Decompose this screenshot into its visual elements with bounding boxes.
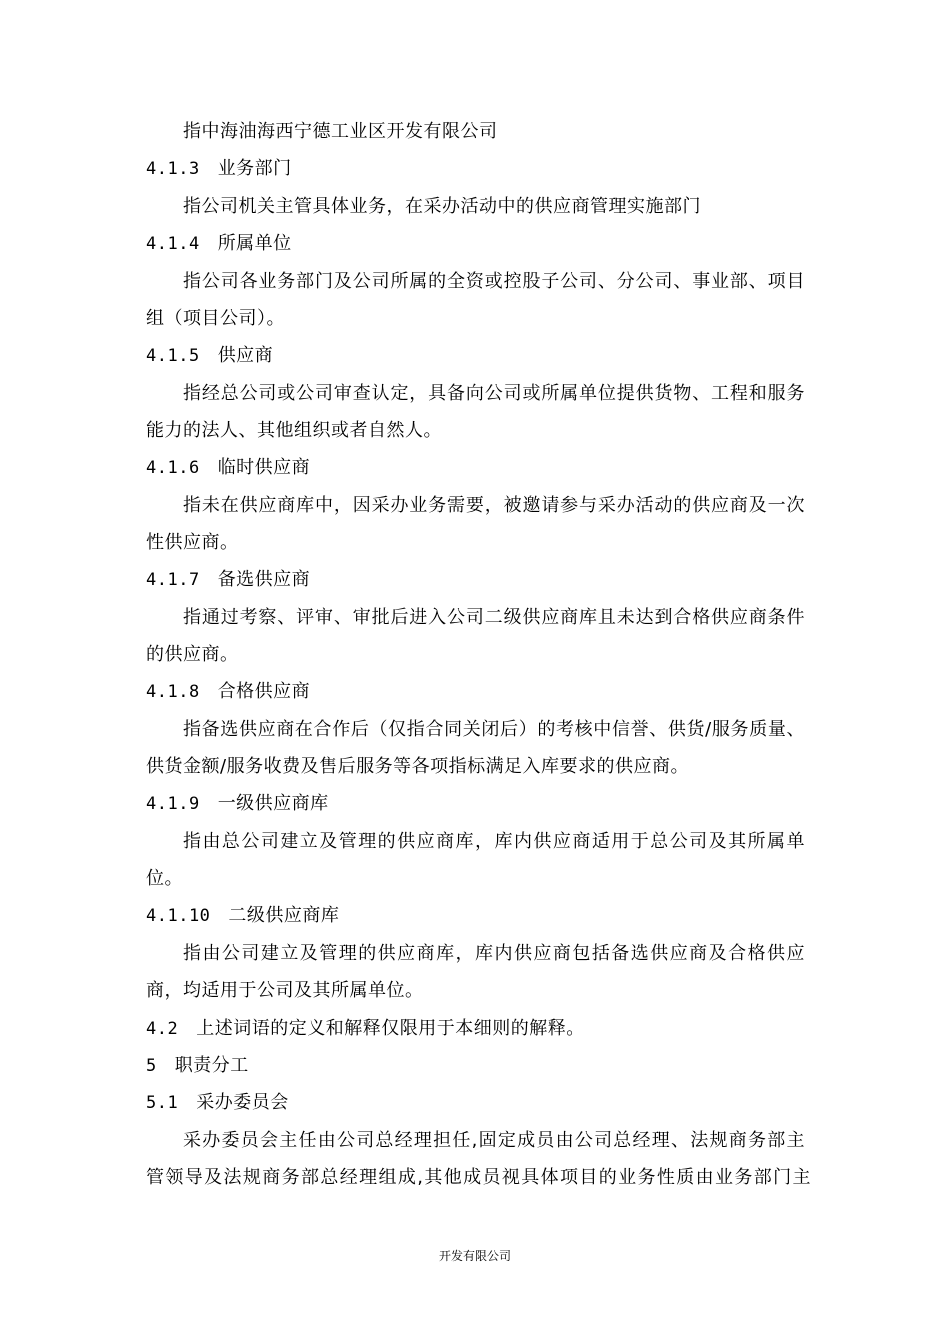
section-title: 上述词语的定义和解释仅限用于本细则的解释。 bbox=[196, 1018, 585, 1039]
paragraph-line: 供货金额/服务收费及售后服务等各项指标满足入库要求的供应商。 bbox=[146, 756, 690, 777]
section-title: 一级供应商库 bbox=[217, 793, 329, 814]
section-title: 临时供应商 bbox=[217, 457, 311, 478]
paragraph-line: 性供应商。 bbox=[146, 532, 239, 553]
section-heading-4-1-8 bbox=[146, 681, 310, 703]
section-heading-4-2 bbox=[146, 1018, 585, 1040]
section-number: 4.1.7 bbox=[146, 570, 200, 590]
paragraph-line: 的供应商。 bbox=[146, 644, 239, 665]
section-number: 4.1.10 bbox=[146, 906, 211, 926]
paragraph-line: 管领导及法规商务部总经理组成,其他成员视具体项目的业务性质由业务部门主 bbox=[146, 1167, 811, 1188]
paragraph-line: 指中海油海西宁德工业区开发有限公司 bbox=[183, 121, 498, 142]
paragraph-line: 指由公司建立及管理的供应商库，库内供应商包括备选供应商及合格供应 bbox=[183, 943, 805, 964]
paragraph-line: 指通过考察、评审、审批后进入公司二级供应商库且未达到合格供应商条件 bbox=[183, 607, 805, 628]
section-title: 所属单位 bbox=[217, 233, 292, 254]
section-heading-4-1-3 bbox=[146, 158, 292, 180]
paragraph-line: 采办委员会主任由公司总经理担任,固定成员由公司总经理、法规商务部主 bbox=[183, 1130, 805, 1151]
paragraph-line: 位。 bbox=[146, 868, 183, 889]
section-title: 二级供应商库 bbox=[228, 905, 340, 926]
section-heading-4-1-9 bbox=[146, 793, 329, 815]
section-heading-4-1-6 bbox=[146, 457, 310, 479]
section-title: 采办委员会 bbox=[196, 1092, 289, 1113]
section-heading-4-1-4 bbox=[146, 233, 292, 255]
paragraph-line: 指由总公司建立及管理的供应商库，库内供应商适用于总公司及其所属单 bbox=[183, 831, 805, 852]
section-heading-4-1-5 bbox=[146, 345, 273, 367]
paragraph-line: 商，均适用于公司及其所属单位。 bbox=[146, 980, 424, 1001]
section-number: 4.1.9 bbox=[146, 794, 200, 814]
section-number: 5 bbox=[146, 1056, 157, 1076]
section-heading-4-1-10 bbox=[146, 905, 339, 927]
section-title: 职责分工 bbox=[174, 1055, 249, 1076]
section-number: 4.1.3 bbox=[146, 159, 200, 179]
section-number: 4.1.6 bbox=[146, 458, 200, 478]
paragraph-line: 指公司各业务部门及公司所属的全资或控股子公司、分公司、事业部、项目 bbox=[183, 271, 805, 292]
paragraph-line: 能力的法人、其他组织或者自然人。 bbox=[146, 420, 442, 441]
section-number: 5.1 bbox=[146, 1093, 179, 1113]
page-footer: 开发有限公司 bbox=[438, 1249, 511, 1263]
paragraph-line: 指公司机关主管具体业务，在采办活动中的供应商管理实施部门 bbox=[183, 196, 701, 217]
section-number: 4.1.8 bbox=[146, 682, 200, 702]
section-title: 供应商 bbox=[217, 345, 274, 366]
section-title: 合格供应商 bbox=[217, 681, 311, 702]
section-heading-5-1 bbox=[146, 1092, 289, 1114]
paragraph-line: 指未在供应商库中，因采办业务需要，被邀请参与采办活动的供应商及一次 bbox=[183, 495, 805, 516]
section-heading-5 bbox=[146, 1055, 249, 1077]
paragraph-line: 指备选供应商在合作后（仅指合同关闭后）的考核中信誉、供货/服务质量、 bbox=[183, 719, 805, 740]
section-title: 备选供应商 bbox=[217, 569, 311, 590]
section-number: 4.1.5 bbox=[146, 346, 200, 366]
section-number: 4.1.4 bbox=[146, 234, 200, 254]
section-heading-4-1-7 bbox=[146, 569, 310, 591]
section-title: 业务部门 bbox=[217, 158, 292, 179]
paragraph-line: 组（项目公司）。 bbox=[146, 308, 285, 329]
paragraph-line: 指经总公司或公司审查认定，具备向公司或所属单位提供货物、工程和服务 bbox=[183, 383, 805, 404]
section-number: 4.2 bbox=[146, 1019, 179, 1039]
